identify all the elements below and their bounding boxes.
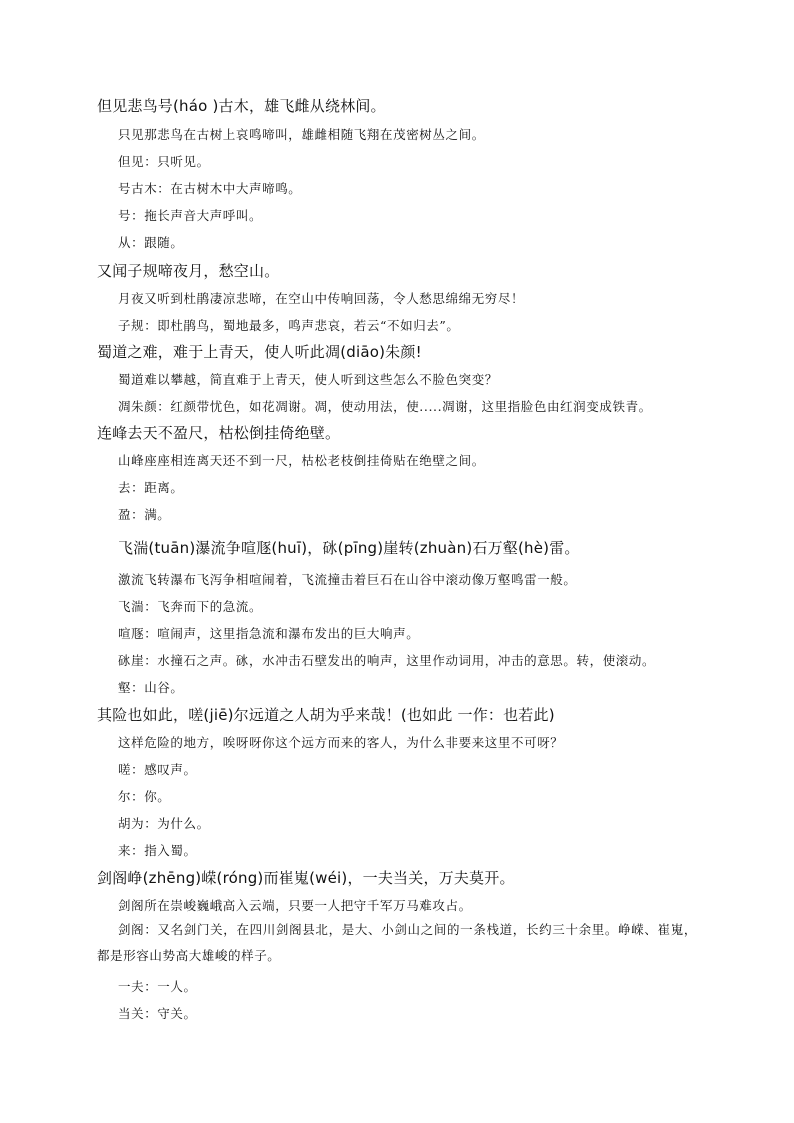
annotation-line: 飞湍：飞奔而下的急流。 <box>118 599 263 614</box>
annotation-line: 去：距离。 <box>118 480 184 495</box>
translation-line: 激流飞转瀑布飞泻争相喧闹着，飞流撞击着巨石在山谷中滚动像万壑鸣雷一般。 <box>118 572 577 587</box>
translation-line: 只见那悲鸟在古树上哀鸣啼叫，雄雌相随飞翔在茂密树丛之间。 <box>118 127 485 142</box>
annotation-line: 来：指入蜀。 <box>118 843 197 858</box>
annotation-line: 从：跟随。 <box>118 235 184 250</box>
annotation-line: 尔：你。 <box>118 789 171 804</box>
translation-line: 这样危险的地方，唉呀呀你这个远方而来的客人，为什么非要来这里不可呀？ <box>118 735 564 750</box>
verse-line: 蜀道之难，难于上青天，使人听此凋(diāo)朱颜! <box>97 343 422 361</box>
verse-line: 飞湍(tuān)瀑流争喧豗(huī)，砯(pīng)崖转(zhuàn)石万壑(hè)雷。 <box>118 539 580 557</box>
annotation-line: 盈：满。 <box>118 507 171 522</box>
annotation-line: 喧豗：喧闹声，这里指急流和瀑布发出的巨大响声。 <box>118 626 420 641</box>
annotation-paragraph: 剑阁：又名剑门关，在四川剑阁县北，是大、小剑山之间的一条栈道，长约三十余里。峥嵘、崔嵬，都是形容山势高大雄峻的样子。 <box>97 922 697 963</box>
annotation-line: 子规：即杜鹃鸟，蜀地最多，鸣声悲哀，若云“不如归去”。 <box>118 318 460 333</box>
annotation-line: 一夫：一人。 <box>118 979 197 994</box>
translation-line: 剑阁所在崇峻巍峨高入云端，只要一人把守千军万马难攻占。 <box>118 898 472 913</box>
annotation-line: 壑：山谷。 <box>118 680 184 695</box>
annotation-line: 号：拖长声音大声呼叫。 <box>118 208 263 223</box>
annotation-line: 但见：只听见。 <box>118 154 210 169</box>
verse-line: 其险也如此，嗟(jiē)尔远道之人胡为乎来哉！(也如此 一作：也若此) <box>97 706 555 724</box>
annotation-line: 凋朱颜：红颜带忧色，如花凋谢。凋，使动用法，使.....凋谢，这里指脸色由红润变成铁青。 <box>118 399 652 414</box>
verse-line: 连峰去天不盈尺，枯松倒挂倚绝壁。 <box>97 424 341 442</box>
verse-line: 又闻子规啼夜月，愁空山。 <box>97 262 280 280</box>
translation-line: 蜀道难以攀越，简直难于上青天，使人听到这些怎么不脸色突变？ <box>118 372 498 387</box>
annotation-line: 胡为：为什么。 <box>118 816 210 831</box>
annotation-line: 嗟：感叹声。 <box>118 762 197 777</box>
verse-line: 剑阁峥(zhēng)嵘(róng)而崔嵬(wéi)，一夫当关，万夫莫开。 <box>97 869 515 887</box>
annotation-line: 砯崖：水撞石之声。砯，水冲击石壁发出的响声，这里作动词用，冲击的意思。转，使滚动。 <box>118 653 656 668</box>
annotation-line: 号古木：在古树木中大声啼鸣。 <box>118 181 302 196</box>
verse-line: 但见悲鸟号(háo )古木，雄飞雌从绕林间。 <box>97 97 386 115</box>
annotation-line: 当关：守关。 <box>118 1006 197 1021</box>
translation-line: 月夜又听到杜鹃凄凉悲啼，在空山中传响回荡，令人愁思绵绵无穷尽！ <box>118 291 525 306</box>
translation-line: 山峰座座相连离天还不到一尺，枯松老枝倒挂倚贴在绝壁之间。 <box>118 453 485 468</box>
